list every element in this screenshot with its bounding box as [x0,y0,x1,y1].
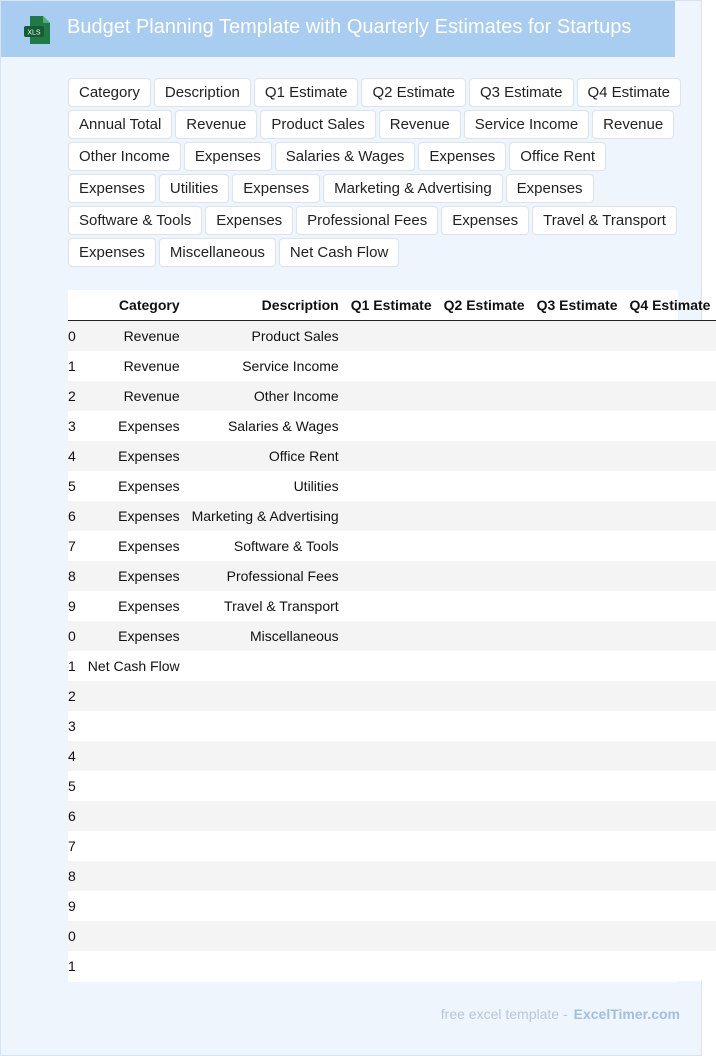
description-cell: Travel & Transport [186,591,345,621]
q2-cell [438,801,531,831]
q1-cell [345,651,438,681]
category-cell: Expenses [82,621,186,651]
footer-text: free excel template - [440,1006,568,1022]
column-chip[interactable]: Expenses [184,142,272,171]
description-cell [186,951,345,981]
q4-cell [624,621,716,651]
column-header[interactable]: Q3 Estimate [531,290,624,321]
category-cell [82,861,186,891]
q2-cell [438,951,531,981]
table-row[interactable] [68,651,716,681]
q2-cell [438,891,531,921]
column-chip[interactable]: Software & Tools [68,206,202,235]
table-row[interactable] [68,801,716,831]
row-index: 9 [68,891,82,921]
description-cell [186,711,345,741]
q1-cell [345,951,438,981]
column-chip[interactable]: Expenses [418,142,506,171]
column-chip[interactable]: Service Income [464,110,589,139]
q1-cell [345,801,438,831]
table-row[interactable] [68,711,716,741]
row-index: 8 [68,561,82,591]
xls-file-icon [23,15,51,45]
q4-cell [624,321,716,352]
q1-cell [345,351,438,381]
q3-cell [531,861,624,891]
q4-cell [624,771,716,801]
table-row[interactable] [68,441,716,471]
row-index: 1 [68,351,82,381]
column-chip[interactable]: Product Sales [260,110,375,139]
q4-cell [624,891,716,921]
q4-cell [624,861,716,891]
row-index: 0 [68,321,82,352]
description-cell [186,921,345,951]
q1-cell [345,921,438,951]
q2-cell [438,351,531,381]
q2-cell [438,921,531,951]
category-cell [82,831,186,861]
column-header[interactable]: Q2 Estimate [438,290,531,321]
q3-cell [531,441,624,471]
column-chip[interactable]: Q1 Estimate [254,78,359,107]
column-chip[interactable]: Q4 Estimate [577,78,682,107]
q4-cell [624,471,716,501]
category-cell: Expenses [82,411,186,441]
table-row[interactable] [68,531,716,561]
column-chip[interactable]: Expenses [205,206,293,235]
description-cell: Office Rent [186,441,345,471]
q4-cell [624,351,716,381]
column-chip[interactable]: Professional Fees [296,206,438,235]
description-cell: Product Sales [186,321,345,352]
q3-cell [531,711,624,741]
q1-cell [345,531,438,561]
q1-cell [345,861,438,891]
category-cell: Expenses [82,471,186,501]
q4-cell [624,801,716,831]
q3-cell [531,591,624,621]
q2-cell [438,861,531,891]
column-chip[interactable]: Utilities [159,174,229,203]
q3-cell [531,681,624,711]
row-index: 5 [68,471,82,501]
column-chip[interactable]: Miscellaneous [159,238,276,267]
q4-cell [624,921,716,951]
description-cell: Miscellaneous [186,621,345,651]
data-table-viewport[interactable] [68,290,711,982]
column-chip[interactable]: Net Cash Flow [279,238,399,267]
q2-cell [438,621,531,651]
row-index: 5 [68,771,82,801]
column-chip[interactable]: Category [68,78,151,107]
index-header [68,290,82,321]
description-cell [186,861,345,891]
q1-cell [345,711,438,741]
q4-cell [624,951,716,981]
category-cell: Expenses [82,441,186,471]
q3-cell [531,951,624,981]
q4-cell [624,501,716,531]
category-cell: Revenue [82,321,186,352]
category-cell: Expenses [82,531,186,561]
q3-cell [531,381,624,411]
q1-cell [345,501,438,531]
description-cell: Professional Fees [186,561,345,591]
q2-cell [438,501,531,531]
category-cell [82,921,186,951]
table-row[interactable] [68,411,716,441]
description-cell [186,771,345,801]
column-chip[interactable]: Revenue [379,110,461,139]
q4-cell [624,531,716,561]
table-header-row [68,290,716,321]
category-cell [82,681,186,711]
q1-cell [345,741,438,771]
table-row[interactable] [68,741,716,771]
column-chip[interactable]: Expenses [68,238,156,267]
q3-cell [531,351,624,381]
q3-cell [531,771,624,801]
row-index: 2 [68,681,82,711]
q2-cell [438,381,531,411]
q3-cell [531,741,624,771]
description-cell [186,681,345,711]
table-row[interactable] [68,591,716,621]
column-header[interactable]: Q4 Estimate [624,290,716,321]
header-bar [1,1,675,57]
footer-brand-link[interactable]: ExcelTimer.com [573,1006,680,1022]
footer-credit [441,1006,680,1022]
category-cell: Expenses [82,501,186,531]
row-index: 6 [68,801,82,831]
description-cell: Service Income [186,351,345,381]
row-index: 1 [68,651,82,681]
q2-cell [438,531,531,561]
table-row[interactable] [68,891,716,921]
q1-cell [345,621,438,651]
column-chip[interactable]: Expenses [232,174,320,203]
q3-cell [531,501,624,531]
table-row[interactable] [68,621,716,651]
q3-cell [531,891,624,921]
q2-cell [438,711,531,741]
q2-cell [438,321,531,352]
q2-cell [438,771,531,801]
q3-cell [531,621,624,651]
row-index: 3 [68,711,82,741]
category-cell [82,951,186,981]
row-index: 4 [68,741,82,771]
q3-cell [531,831,624,861]
row-index: 3 [68,411,82,441]
description-cell [186,891,345,921]
budget-table [68,290,716,981]
column-chip[interactable]: Description [154,78,251,107]
q1-cell [345,381,438,411]
column-chip[interactable]: Travel & Transport [532,206,677,235]
table-row[interactable] [68,381,716,411]
table-row[interactable] [68,321,716,352]
q3-cell [531,471,624,501]
q2-cell [438,561,531,591]
table-row[interactable] [68,501,716,531]
q2-cell [438,471,531,501]
column-header[interactable]: Description [186,290,345,321]
xls-icon-label: XLS [27,29,41,37]
column-chip[interactable]: Expenses [68,174,156,203]
column-chip[interactable]: Marketing & Advertising [323,174,503,203]
page-title: Budget Planning Template with Quarterly Estimates for Startups [67,16,632,38]
description-cell [186,741,345,771]
category-cell: Revenue [82,351,186,381]
row-index: 1 [68,951,82,981]
column-chip[interactable]: Office Rent [509,142,606,171]
column-header[interactable]: Q1 Estimate [345,290,438,321]
q1-cell [345,771,438,801]
q4-cell [624,741,716,771]
table-row[interactable] [68,921,716,951]
row-index: 0 [68,621,82,651]
category-cell [82,771,186,801]
q3-cell [531,651,624,681]
q3-cell [531,531,624,561]
column-chip[interactable]: Q3 Estimate [469,78,574,107]
table-row[interactable] [68,681,716,711]
category-cell [82,801,186,831]
row-index: 4 [68,441,82,471]
column-chip[interactable]: Expenses [506,174,594,203]
q2-cell [438,591,531,621]
row-index: 0 [68,921,82,951]
q4-cell [624,441,716,471]
description-cell: Other Income [186,381,345,411]
column-chip[interactable]: Revenue [592,110,674,139]
q1-cell [345,441,438,471]
column-header[interactable]: Category [82,290,186,321]
row-index: 7 [68,831,82,861]
q4-cell [624,711,716,741]
q1-cell [345,831,438,861]
q4-cell [624,411,716,441]
category-cell: Expenses [82,591,186,621]
column-chip[interactable]: Other Income [68,142,181,171]
q3-cell [531,921,624,951]
table-row[interactable] [68,471,716,501]
category-cell [82,711,186,741]
row-index: 6 [68,501,82,531]
column-chip[interactable]: Salaries & Wages [275,142,416,171]
q1-cell [345,321,438,352]
description-cell [186,831,345,861]
row-index: 9 [68,591,82,621]
row-index: 7 [68,531,82,561]
q2-cell [438,651,531,681]
category-cell: Expenses [82,561,186,591]
q4-cell [624,831,716,861]
table-row[interactable] [68,351,716,381]
q2-cell [438,411,531,441]
q4-cell [624,681,716,711]
description-cell: Marketing & Advertising [186,501,345,531]
description-cell: Utilities [186,471,345,501]
category-cell: Revenue [82,381,186,411]
column-chip[interactable]: Annual Total [68,110,172,139]
row-index: 8 [68,861,82,891]
description-cell: Salaries & Wages [186,411,345,441]
q4-cell [624,561,716,591]
q4-cell [624,381,716,411]
q2-cell [438,741,531,771]
q1-cell [345,411,438,441]
category-cell [82,741,186,771]
category-cell: Net Cash Flow [82,651,186,681]
column-chip[interactable]: Expenses [441,206,529,235]
q2-cell [438,441,531,471]
table-row[interactable] [68,831,716,861]
q1-cell [345,591,438,621]
q1-cell [345,561,438,591]
table-row[interactable] [68,771,716,801]
q1-cell [345,471,438,501]
q1-cell [345,681,438,711]
q4-cell [624,591,716,621]
description-cell: Software & Tools [186,531,345,561]
column-chip[interactable]: Revenue [175,110,257,139]
q4-cell [624,651,716,681]
description-cell [186,801,345,831]
q3-cell [531,801,624,831]
q2-cell [438,681,531,711]
q3-cell [531,411,624,441]
column-chip-list [68,78,688,267]
q2-cell [438,831,531,861]
table-row[interactable] [68,861,716,891]
row-index: 2 [68,381,82,411]
q3-cell [531,561,624,591]
column-chip[interactable]: Q2 Estimate [361,78,466,107]
q3-cell [531,321,624,352]
table-row[interactable] [68,951,716,981]
description-cell [186,651,345,681]
table-row[interactable] [68,561,716,591]
q1-cell [345,891,438,921]
category-cell [82,891,186,921]
